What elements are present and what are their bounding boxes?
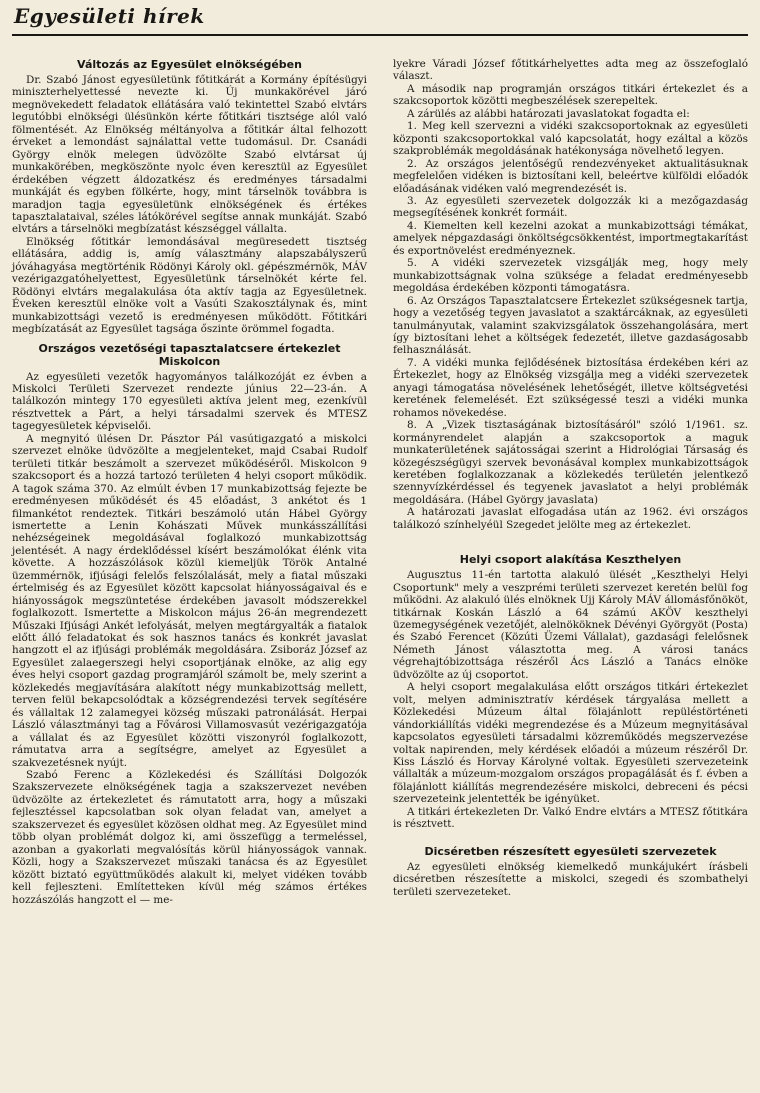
resolution-item: 6. Az Országos Tapasztalatcsere Értekezlet szükségesnek tartja, hogy a vezetőség tegyen javaslatot a szaktárcáknak, az egyesületi tanulmányutak, valamint szakvizsgálatok összehangolására, mert így biztosítani lehet a költségek fedezetét, illetve gazdaságosabb felhasználását. bbox=[393, 294, 748, 357]
resolution-item: 7. A vidéki munka fejlődésének biztosítása érdekében kéri az Értekezlet, hogy az Elnökség vizsgálja meg a vidéki szervezetek anyagi támogatása növelésének lehetőségét, illetve költségvetési keretének felemelését. Ezt szükségessé teszi a vidéki munka rohamos növekedése. bbox=[393, 356, 748, 419]
article-columns bbox=[12, 58, 748, 906]
paragraph: Az egyesületi elnökség kiemelkedő munkájukért írásbeli dicséretben részesítette a miskolci, szegedi és szombathelyi területi szervezeteket. bbox=[393, 860, 748, 898]
masthead bbox=[12, 0, 748, 36]
article-title-commended-organizations: Dicséretben részesített egyesületi szervezetek bbox=[424, 844, 717, 858]
paragraph: lyekre Váradi József főtitkárhelyettes adta meg az összefoglaló választ. bbox=[393, 58, 748, 83]
paragraph: A titkári értekezleten Dr. Valkó Endre elvtárs a MTESZ főtitkára is résztvett. bbox=[393, 805, 748, 831]
resolution-item: 8. A „Vizek tisztaságának biztosításáról" szóló 1/1961. sz. kormányrendelet alapján a szakcsoportok a maguk munkaterületének sajátosságai szerint a Hidrológiai Társaság és közegészségügyi szervek bevonásával komplex munkabizottságok keretében foglalkozzanak a közlekedés területén jelentkező szennyvízkérdéssel és tegyenek javaslatot a helyi problémák megoldására. (Hábel György javaslata) bbox=[393, 419, 748, 506]
paragraph: Szabó Ferenc a Közlekedési és Szállítási Dolgozók Szakszervezete elnökségének tagja a szakszervezet nevében üdvözölte az értekezletet és rámutatott arra, hogy a műszaki fejlesztéssel kapcsolatban sok olyan feladat van, amelyet a szakszervezet és egyesület közösen oldhat meg. Az Egyesület mind több olyan problémát dolgoz ki, ami összefügg a termeléssel, azonban a gyakorlati megvalósítás körül hiányosságok vannak. Közli, hogy a Szakszervezet műszaki tanácsa és az Egyesület között biztató együttműködés alakult ki, melyet vidéken tovább kell fejleszteni. Említetteken kívül még számos értékes hozzászólás hangzott el — me- bbox=[12, 769, 367, 906]
right-column bbox=[393, 58, 748, 906]
masthead-title: Egyesületi hírek bbox=[14, 4, 205, 28]
resolution-item: 2. Az országos jelentőségű rendezvényeket aktualitásuknak megfelelően vidéken is biztosítani kell, beleértve külföldi előadók előadásának vidéken való megrendezését is. bbox=[393, 157, 748, 195]
paragraph: A megnyitó ülésen Dr. Pásztor Pál vasútigazgató a miskolci szervezet elnöke üdvözölte a megjelenteket, majd Csabai Rudolf területi titkár beszámolt a szervezet működéséről. Miskolcon 9 szakcsoport és a hozzá tartozó területen 4 helyi csoport működik. A tagok száma 370. Az elmúlt évben 17 munkabizottság fejezte be eredményesen működését és 45 előadást, 3 ankétot és 1 filmankétot rendeztek. Titkári beszámoló után Hábel György ismertette a Lenin Kohászati Művek munkásszállítási nehézségeinek megoldásával foglalkozó munkabizottság jelentését. A nagy érdeklődéssel kísért beszámolókat élénk vita követte. A hozzászólások közül kiemeljük Török Antalné üzemmérnök, ifjúsági felelős felszólalását, mely a fiatal műszaki értelmiség és az Egyesület között kapcsolat hiányosságaival és e hiányosságok megszüntetése érdekében javasolt módszerekkel foglalkozott. Ismertette a Miskolcon május 26-án megrendezett Műszaki Ifjúsági Ankét lefolyását, melyen megtárgyalták a fiatalok előtt álló feladatokat és sok hasznos tanács és konkrét javaslat hangzott el az ifjúsági problémák megoldására. Zsiboráz József az Egyesület zalaegerszegi helyi csoportjának elnöke, az alig egy éves helyi csoport gazdag programjáról számolt be, mely szerint a közlekedés megjavítására alakított négy munkabizottság mellett, terven felül bekapcsolódtak a községrendezési tervek segítésére és vállaltak 12 zalamegyei község műszaki patronálását. Herpai László választmányi tag a Fővárosi Villamosvasút vezérigazgatója a vállalat és az Egyesület közötti viszonyról foglalkozott, rámutatva arra a segítségre, amelyet az Egyesület a szakvezetésnek nyújt. bbox=[12, 432, 367, 769]
paragraph: A helyi csoport megalakulása előtt országos titkári értekezlet volt, melyen adminisztratív kérdések tárgyalása mellett a Közlekedési Múzeum által fölajánlott repüléstörténeti vándorkiállítás vidéki megrendezése és a Múzeum megnyitásával kapcsolatos egyesületi társadalmi közreműködés megszervezése voltak napirenden, mely kérdések előadói a múzeum részéről Dr. Kiss László és Horvay Károlyné voltak. Egyesületi szervezeteink vállalták a múzeum-mozgalom országos propagálását és f. évben a fölajánlott kiállítás megrendezésére miskolci, debreceni és pécsi szervezeteink jelentették be igényüket. bbox=[393, 681, 748, 806]
resolution-item: 4. Kiemelten kell kezelni azokat a munkabizottsági témákat, amelyek népgazdasági önköltségcsökkentést, importmegtakarítást és exportnövelést eredményeznek. bbox=[393, 219, 748, 257]
paragraph: Elnökség főtitkár lemondásával megüresedett tisztség ellátására, addig is, amíg választmány alapszabályszerű jóváhagyása megtörténik Rödönyi Károly okl. gépészmérnök, MÁV vezérigazgatóhelyettest, Egyesületünk társelnökét kérte fel. Rödönyi elvtárs megalakulása óta aktív tagja az Egyesületnek. Éveken keresztül elnöke volt a Vasúti Szakosztálynak és, mint munkabizottsági vezető is eredményesen működött. Főtitkári megbízatását az Egyesület tagsága őszinte örömmel fogadta. bbox=[12, 235, 367, 336]
left-column bbox=[12, 58, 367, 906]
article-title-keszthely-group: Helyi csoport alakítása Keszthelyen bbox=[459, 553, 682, 567]
paragraph: Augusztus 11-én tartotta alakuló ülését „Keszthelyi Helyi Csoportunk" mely a veszprémi területi szervezet keretén belül fog működni. Az alakuló ülés elnöknek Ujj Károly MÁV állomásfőnököt, titkárnak Koskán László a 64 számú AKÖV keszthelyi üzemegységének vezetőjét, alelnököknek Dévényi Györgyöt (Posta) és Szabó Ferencet (Közúti Üzemi Vállalat), gazdasági felelősnek Németh Jánost választotta meg. A városi tanács végrehajtóbizottsága részéről Ács László a Tanács elnöke üdvözölte az új csoportot. bbox=[393, 569, 748, 681]
paragraph: A zárülés az alábbi határozati javaslatokat fogadta el: bbox=[407, 107, 690, 120]
article-title-miskolc-conference: Országos vezetőségi tapasztalatcsere értekezlet Miskolcon bbox=[38, 341, 341, 368]
resolution-item: 3. Az egyesületi szervezetek dolgozzák ki a mezőgazdaság megsegítésének konkrét formáit. bbox=[393, 194, 748, 220]
resolution-item: 5. A vidéki szervezetek vizsgálják meg, hogy mely munkabizottságnak volna szüksége a feladat eredményesebb megoldása érdekében központi támogatásra. bbox=[393, 257, 748, 295]
paragraph: A második nap programján országos titkári értekezlet és a szakcsoportok közötti megbeszélések szerepeltek. bbox=[393, 82, 748, 108]
article-title-leadership-change: Változás az Egyesület elnökségében bbox=[77, 58, 302, 71]
paragraph: Az egyesületi vezetők hagyományos találkozóját ez évben a Miskolci Területi Szervezet rendezte június 22—23-án. A találkozón mintegy 170 egyesületi aktíva jelent meg, ezenkívül résztvettek a Párt, a helyi társadalmi szervek és MTESZ tagegyesületek képviselői. bbox=[12, 370, 367, 433]
paragraph: A határozati javaslat elfogadása után az 1962. évi országos találkozó színhelyéül Szegedet jelölte meg az értekezlet. bbox=[393, 506, 748, 531]
paragraph: Dr. Szabó Jánost egyesületünk főtitkárát a Kormány építésügyi miniszterhelyettessé nevezte ki. Új munkakörével járó megnövekedett feladatok ellátására való tekintettel Szabó elvtárs legutóbbi elnökségi ülésünkön kérte főtitkári tisztsége alól való fölmentését. Az Elnökség méltányolva a főtitkár által felhozott érveket a lemondást sajnálattal vette tudomásul. Dr. Csanádi György elnök melegen üdvözölte Szabó elvtársat új munkakörében, megköszönte nyolc éven keresztül az Egyesület érdekében végzett áldozatkész és eredményes társadalmi munkáját és egyben fölkérte, hogy, mint társelnök továbbra is maradjon tagja egyesületünk elnökségének és értékes tapasztalataival, széles látókörével segítse annak munkáját. Szabó elvtárs a társelnöki megbízatást készséggel vállalta. bbox=[12, 74, 367, 236]
resolution-item: 1. Meg kell szervezni a vidéki szakcsoportoknak az egyesületi központi szakcsoportokkal való kapcsolatát, hogy ezáltal a közös szakproblémák megoldásának hatékonysága növelhető legyen. bbox=[393, 120, 748, 158]
